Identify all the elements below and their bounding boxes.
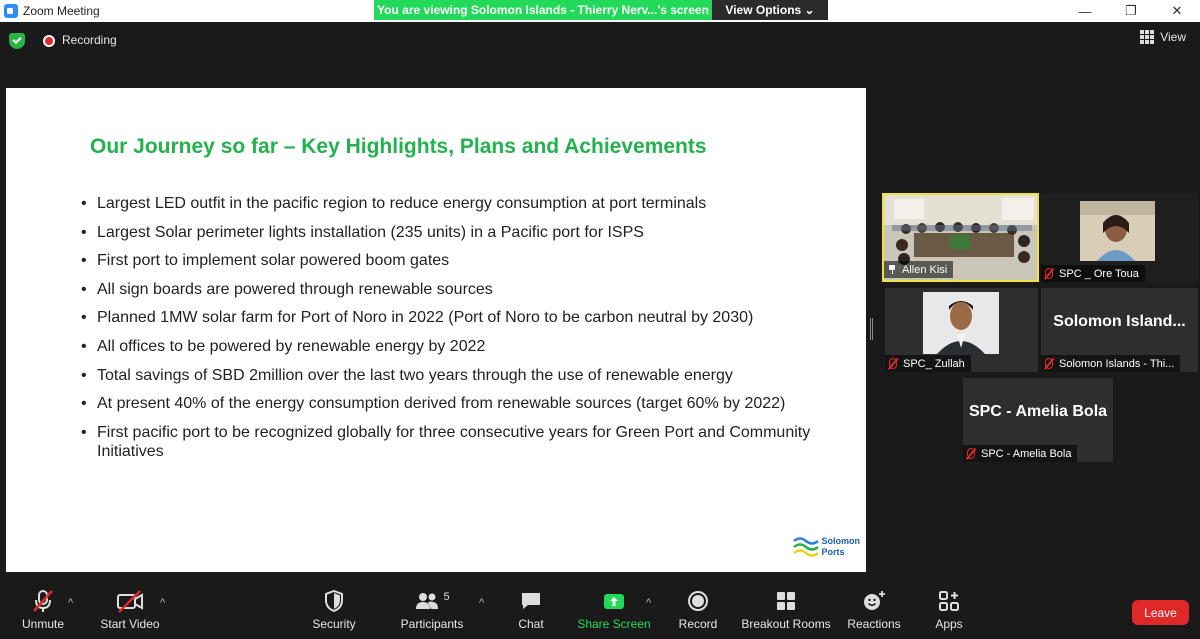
shared-screen (6, 88, 866, 572)
bullet-item: • Largest LED outfit in the pacific region to reduce energy consumption at port terminals (78, 194, 838, 213)
app-title (0, 4, 100, 18)
bullet-item: • Planned 1MW solar farm for Port of Noro in 2022 (Port of Noro to be carbon neutral by 2030) (78, 308, 838, 327)
solomon-ports-logo (793, 535, 861, 559)
participants-caret-icon[interactable]: ^ (479, 597, 485, 609)
breakout-rooms-label: Breakout Rooms (741, 617, 831, 631)
pin-icon (888, 265, 896, 274)
participant-tile[interactable] (1041, 288, 1198, 372)
apps-label: Apps (935, 617, 963, 631)
participant-tile[interactable] (882, 193, 1039, 282)
chat-bubble-icon (520, 591, 542, 611)
recording-icon (43, 35, 55, 47)
participant-name: Solomon Islands - Thi... (1059, 357, 1175, 370)
participant-tile[interactable] (963, 378, 1113, 462)
participants-label: Participants (400, 617, 464, 631)
apps-button[interactable] (932, 585, 966, 639)
record-icon (687, 590, 709, 612)
participants-button[interactable] (398, 585, 466, 639)
logo-text-ports: Ports (821, 547, 845, 557)
chat-label: Chat (518, 617, 544, 631)
participants-count: 5 (443, 591, 450, 603)
participant-name: SPC _ Ore Toua (1059, 267, 1139, 280)
participant-name: SPC - Amelia Bola (981, 447, 1072, 460)
participants-icon (414, 591, 440, 611)
muted-mic-icon (967, 448, 975, 459)
zoom-logo-icon (4, 4, 18, 18)
maximize-button[interactable]: ❐ (1125, 3, 1137, 18)
video-options-caret-icon[interactable]: ^ (160, 597, 166, 609)
video-off-icon (116, 589, 144, 613)
participant-name-label (885, 355, 971, 372)
unmute-label: Unmute (21, 617, 65, 631)
apps-icon (938, 590, 960, 612)
breakout-rooms-button[interactable] (742, 585, 830, 639)
participant-tile[interactable] (1041, 193, 1198, 282)
breakout-rooms-icon (775, 590, 797, 612)
panel-resize-handle[interactable] (870, 318, 873, 340)
bullet-item: • Total savings of SBD 2million over the last two years through the use of renewable energy (78, 366, 838, 385)
bullet-item: • Largest Solar perimeter lights installation (235 units) in a Pacific port for ISPS (78, 223, 838, 242)
start-video-button[interactable] (97, 585, 166, 639)
muted-mic-icon (1045, 358, 1053, 369)
participant-name: SPC_ Zullah (903, 357, 965, 370)
security-shield-icon (324, 590, 344, 612)
participant-display-name: SPC - Amelia Bola (968, 402, 1108, 420)
participant-name-label (1041, 355, 1180, 372)
bullet-item: • All offices to be powered by renewable energy by 2022 (78, 337, 838, 356)
unmute-button[interactable] (14, 585, 72, 639)
muted-mic-icon (1045, 268, 1053, 279)
participant-name-label (963, 445, 1077, 462)
logo-text-solomon: Solomon (821, 536, 860, 546)
minimize-button[interactable]: — (1078, 3, 1092, 19)
meeting-top-strip (0, 22, 1200, 58)
leave-button[interactable]: Leave (1132, 600, 1189, 625)
security-label: Security (312, 617, 356, 631)
audio-options-caret-icon[interactable]: ^ (68, 597, 74, 609)
recording-label: Recording (62, 33, 117, 47)
muted-mic-icon (889, 358, 897, 369)
reactions-button[interactable] (847, 585, 901, 639)
window-controls (1062, 0, 1200, 22)
window-title: Zoom Meeting (23, 4, 100, 18)
encryption-shield-icon[interactable] (9, 33, 25, 49)
meeting-toolbar (0, 585, 1200, 639)
bullet-item: • All sign boards are powered through renewable sources (78, 280, 838, 299)
participant-name-label (884, 261, 953, 278)
bullet-item: • First port to implement solar powered boom gates (78, 251, 838, 270)
start-video-label: Start Video (100, 617, 160, 631)
slide-bullet-list (78, 194, 838, 470)
muted-microphone-icon (31, 589, 55, 613)
participant-tile[interactable] (885, 288, 1038, 372)
record-button[interactable] (678, 585, 718, 639)
participant-name: Allen Kisi (902, 263, 948, 276)
security-button[interactable] (308, 585, 360, 639)
view-options-button[interactable]: View Options ⌄ (712, 0, 828, 20)
grid-view-icon (1140, 30, 1154, 44)
record-label: Record (678, 617, 718, 631)
share-screen-icon (603, 591, 625, 611)
share-options-caret-icon[interactable]: ^ (646, 597, 652, 609)
view-label: View (1160, 30, 1186, 44)
close-button[interactable]: ✕ (1171, 3, 1183, 18)
participant-display-name: Solomon Island... (1053, 312, 1186, 330)
reactions-label: Reactions (847, 617, 901, 631)
view-button[interactable] (1140, 30, 1186, 44)
participant-name-label (1041, 265, 1145, 282)
title-bar (0, 0, 1200, 22)
bullet-item: • First pacific port to be recognized globally for three consecutive years for Green Port and Community Initiatives (78, 423, 838, 461)
share-screen-label: Share Screen (577, 617, 651, 631)
share-screen-button[interactable] (577, 585, 652, 639)
reactions-smiley-icon (862, 590, 886, 612)
chat-button[interactable] (514, 585, 548, 639)
waves-logo-icon (793, 535, 819, 559)
slide-title: Our Journey so far – Key Highlights, Plans and Achievements (90, 135, 707, 158)
screen-share-banner: You are viewing Solomon Islands - Thierry Nerv...'s screen (374, 0, 712, 20)
bullet-item: • At present 40% of the energy consumption derived from renewable sources (target 60% by 2022) (78, 394, 838, 413)
